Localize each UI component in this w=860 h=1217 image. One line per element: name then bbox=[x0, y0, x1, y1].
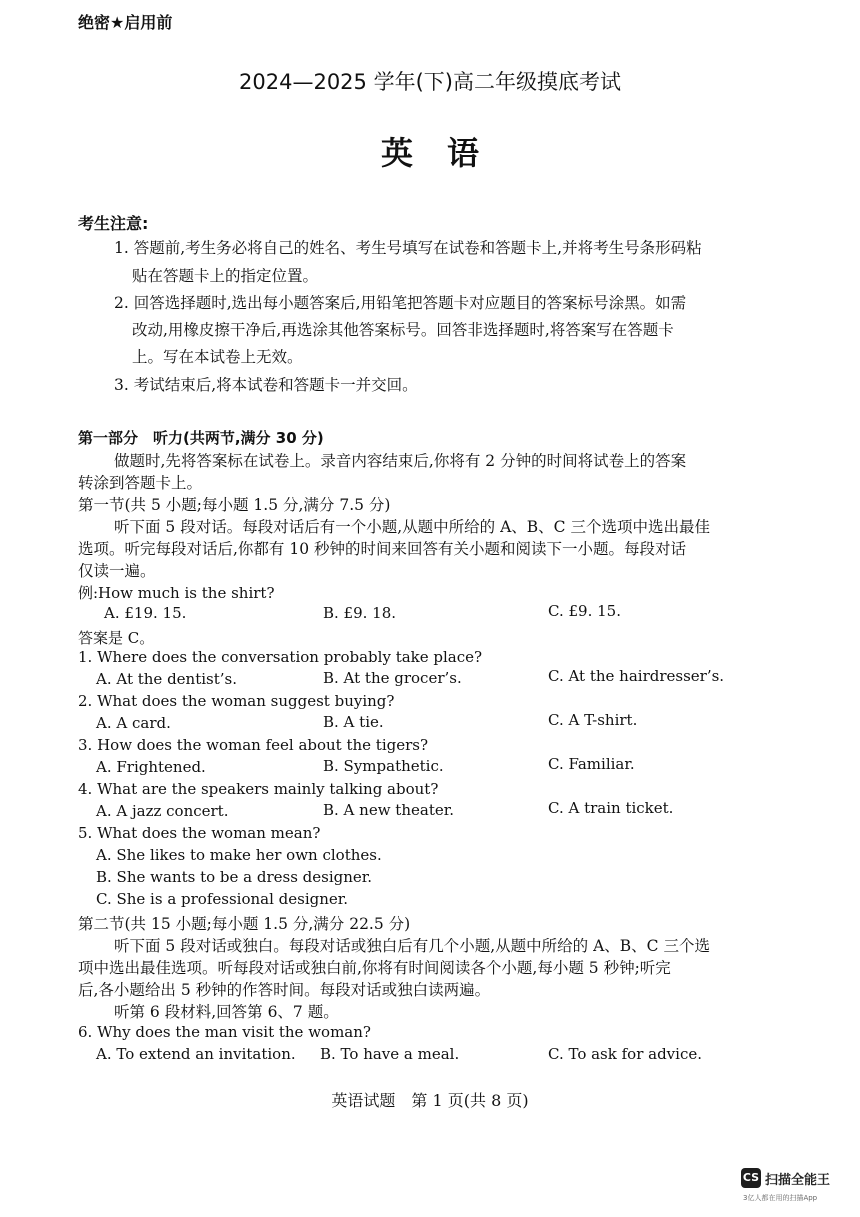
section2-intro-cont2: 后,各小题给出 5 秒钟的作答时间。每段对话或独白读两遍。 bbox=[78, 981, 491, 999]
notice-heading: 考生注意: bbox=[78, 214, 149, 233]
section2-title: 第二节(共 15 小题;每小题 1.5 分,满分 22.5 分) bbox=[78, 915, 411, 933]
question-3: 3. How does the woman feel about the tigers? bbox=[78, 736, 429, 754]
question-3-option-a: A. Frightened. bbox=[96, 758, 206, 776]
question-2-option-a: A. A card. bbox=[96, 714, 171, 732]
notice-item-2: 2. 回答选择题时,选出每小题答案后,用铅笔把答题卡对应题目的答案标号涂黑。如需 bbox=[114, 294, 687, 312]
notice-item-2-cont2: 上。写在本试卷上无效。 bbox=[132, 348, 303, 366]
camscanner-logo-icon: CS bbox=[741, 1168, 761, 1188]
part1-intro: 做题时,先将答案标在试卷上。录音内容结束后,你将有 2 分钟的时间将试卷上的答案 bbox=[114, 452, 687, 470]
section1-title: 第一节(共 5 小题;每小题 1.5 分,满分 7.5 分) bbox=[78, 496, 391, 514]
question-5-option-a: A. She likes to make her own clothes. bbox=[96, 846, 382, 864]
question-4-option-c: C. A train ticket. bbox=[548, 799, 674, 817]
question-1-option-b: B. At the grocer’s. bbox=[323, 669, 462, 687]
section2-intro-cont: 项中选出最佳选项。听每段对话或独白前,你将有时间阅读各个小题,每小题 5 秒钟;听完 bbox=[78, 959, 671, 977]
section1-intro-cont: 选项。听完每段对话后,你都有 10 秒钟的时间来回答有关小题和阅读下一小题。每段对话 bbox=[78, 540, 687, 558]
question-6-option-a: A. To extend an invitation. bbox=[96, 1045, 296, 1063]
question-3-option-b: B. Sympathetic. bbox=[323, 757, 444, 775]
question-3-option-c: C. Familiar. bbox=[548, 755, 635, 773]
page-footer: 英语试题 第 1 页(共 8 页) bbox=[331, 1091, 529, 1110]
question-6: 6. Why does the man visit the woman? bbox=[78, 1023, 371, 1041]
question-2-option-c: C. A T-shirt. bbox=[548, 711, 638, 729]
example-option-c: C. £9. 15. bbox=[548, 602, 621, 620]
question-2: 2. What does the woman suggest buying? bbox=[78, 692, 395, 710]
confidential-label: 绝密★启用前 bbox=[78, 13, 173, 32]
example-option-a: A. £19. 15. bbox=[104, 604, 187, 622]
exam-title: 2024—2025 学年(下)高二年级摸底考试 bbox=[239, 70, 621, 94]
question-6-option-b: B. To have a meal. bbox=[320, 1045, 460, 1063]
section1-intro-cont2: 仅读一遍。 bbox=[78, 562, 156, 580]
question-4-option-a: A. A jazz concert. bbox=[96, 802, 229, 820]
subject-title: 英语 bbox=[380, 134, 513, 172]
notice-item-1-cont: 贴在答题卡上的指定位置。 bbox=[132, 267, 319, 285]
question-5: 5. What does the woman mean? bbox=[78, 824, 321, 842]
section1-intro: 听下面 5 段对话。每段对话后有一个小题,从题中所给的 A、B、C 三个选项中选出最佳 bbox=[114, 518, 710, 536]
camscanner-name: 扫描全能王 bbox=[765, 1173, 831, 1188]
example-answer: 答案是 C。 bbox=[78, 629, 155, 647]
example-option-b: B. £9. 18. bbox=[323, 604, 397, 622]
notice-item-2-cont: 改动,用橡皮擦干净后,再选涂其他答案标号。回答非选择题时,将答案写在答题卡 bbox=[132, 321, 674, 339]
question-5-option-b: B. She wants to be a dress designer. bbox=[96, 868, 373, 886]
question-1-option-c: C. At the hairdresser’s. bbox=[548, 667, 725, 685]
notice-item-1: 1. 答题前,考生务必将自己的姓名、考生号填写在试卷和答题卡上,并将考生号条形码粘 bbox=[114, 239, 702, 257]
question-6-option-c: C. To ask for advice. bbox=[548, 1045, 702, 1063]
question-1: 1. Where does the conversation probably take place? bbox=[78, 648, 483, 666]
notice-item-3: 3. 考试结束后,将本试卷和答题卡一并交回。 bbox=[114, 376, 418, 394]
part1-intro-cont: 转涂到答题卡上。 bbox=[78, 474, 203, 492]
question-1-option-a: A. At the dentist’s. bbox=[96, 670, 237, 688]
part1-title: 第一部分 听力(共两节,满分 30 分) bbox=[78, 429, 324, 447]
question-4: 4. What are the speakers mainly talking about? bbox=[78, 780, 439, 798]
question-2-option-b: B. A tie. bbox=[323, 713, 384, 731]
material-6-instruction: 听第 6 段材料,回答第 6、7 题。 bbox=[114, 1003, 339, 1021]
section2-intro: 听下面 5 段对话或独白。每段对话或独白后有几个小题,从题中所给的 A、B、C 三个选 bbox=[114, 937, 710, 955]
question-4-option-b: B. A new theater. bbox=[323, 801, 455, 819]
camscanner-tagline: 3亿人都在用的扫描App bbox=[743, 1194, 818, 1202]
example-question: 例:How much is the shirt? bbox=[78, 584, 275, 602]
question-5-option-c: C. She is a professional designer. bbox=[96, 890, 349, 908]
